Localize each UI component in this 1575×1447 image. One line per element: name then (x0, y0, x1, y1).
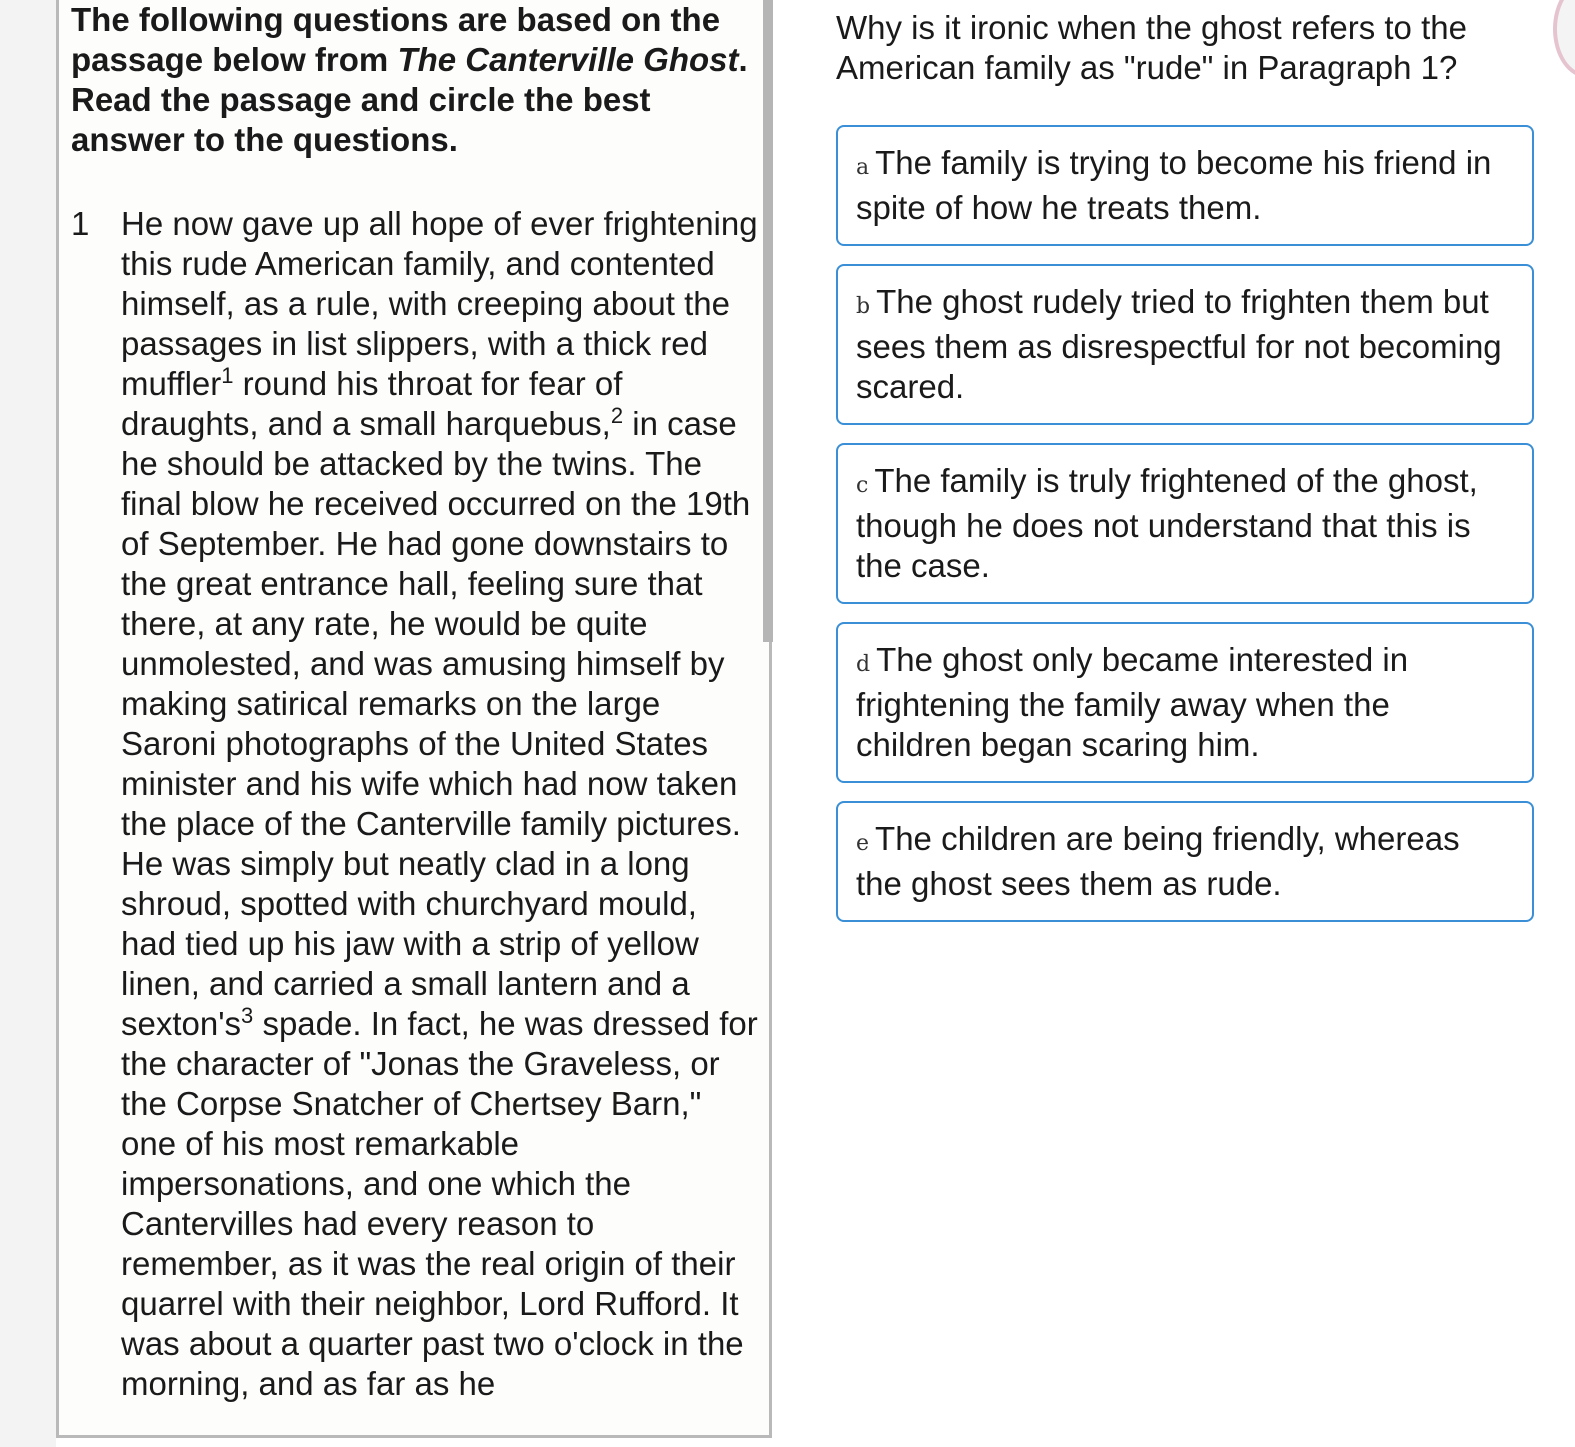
option-letter: e (856, 831, 870, 856)
paragraph-segment: He now gave up all hope of ever frightening this rude American family, and contented himself, as a rule, with creeping about the passages in list slippers, with a thick red muffler (121, 205, 758, 402)
option-text: The family is trying to become his friend in spite of how he treats them. (856, 144, 1492, 226)
option-text: The ghost rudely tried to frighten them but sees them as disrespectful for not becoming scared. (856, 283, 1502, 405)
paragraph-text (121, 204, 761, 1404)
answer-option-e[interactable] (836, 801, 1534, 922)
option-letter: a (856, 155, 870, 180)
passage-panel[interactable] (56, 0, 772, 1438)
option-text: The family is truly frightened of the ghost, though he does not understand that this is the case. (856, 462, 1478, 584)
option-text: The children are being friendly, whereas the ghost sees them as rude. (856, 820, 1460, 902)
paragraph-segment: spade. In fact, he was dressed for the character of "Jonas the Graveless, or the Corpse Snatcher of Chertsey Barn," one of his most remarkable impersonations, and one which the Cantervilles had every reason to remember, as it was the real origin of their quarrel with their neighbor, Lord Rufford. It was about a quarter past two o'clock in the morning, and as far as he (121, 1005, 758, 1402)
left-gutter (0, 0, 56, 1447)
footnote-marker-1[interactable]: 1 (221, 363, 234, 388)
option-text: The ghost only became interested in frightening the family away when the children began scaring him. (856, 641, 1409, 763)
story-title: The Canterville Ghost (397, 41, 739, 78)
paragraph-1 (71, 204, 761, 1404)
footnote-marker-3[interactable]: 3 (241, 1003, 254, 1028)
paragraph-number: 1 (71, 205, 90, 242)
answer-option-d[interactable] (836, 622, 1534, 783)
answer-option-b[interactable] (836, 264, 1534, 425)
answer-option-a[interactable] (836, 125, 1534, 246)
passage-scrollbar-thumb[interactable] (763, 0, 773, 642)
answer-option-c[interactable] (836, 443, 1534, 604)
footnote-marker-2[interactable]: 2 (610, 403, 624, 428)
paragraph-segment: round his throat for fear of draughts, and a small harquebus, (121, 365, 623, 442)
instructions (71, 0, 761, 160)
instructions-text-end: . Read the passage and circle the best answer to the questions. (71, 41, 748, 158)
option-letter: d (856, 652, 871, 677)
passage-content (71, 0, 761, 1404)
paragraph-segment: in case he should be attacked by the twins. The final blow he received occurred on the 19th of September. He had gone downstairs to the great entrance hall, feeling sure that there, at any rate, he would be quite unmolested, and was amusing himself by making satirical remarks on the large Saroni photographs of the United States minister and his wife which had now taken the place of the Canterville family pictures. He was simply but neatly clad in a long shroud, spotted with churchyard mould, had tied up his jaw with a strip of yellow linen, and carried a small lantern and a sexton's (121, 405, 751, 1042)
partial-circle-button[interactable] (1553, 0, 1575, 78)
question-prompt: Why is it ironic when the ghost refers to the American family as "rude" in Paragraph 1? (836, 9, 1467, 86)
instructions-text: The following questions are based on the passage below from (71, 1, 721, 78)
option-letter: c (856, 473, 869, 498)
option-letter: b (856, 294, 871, 319)
